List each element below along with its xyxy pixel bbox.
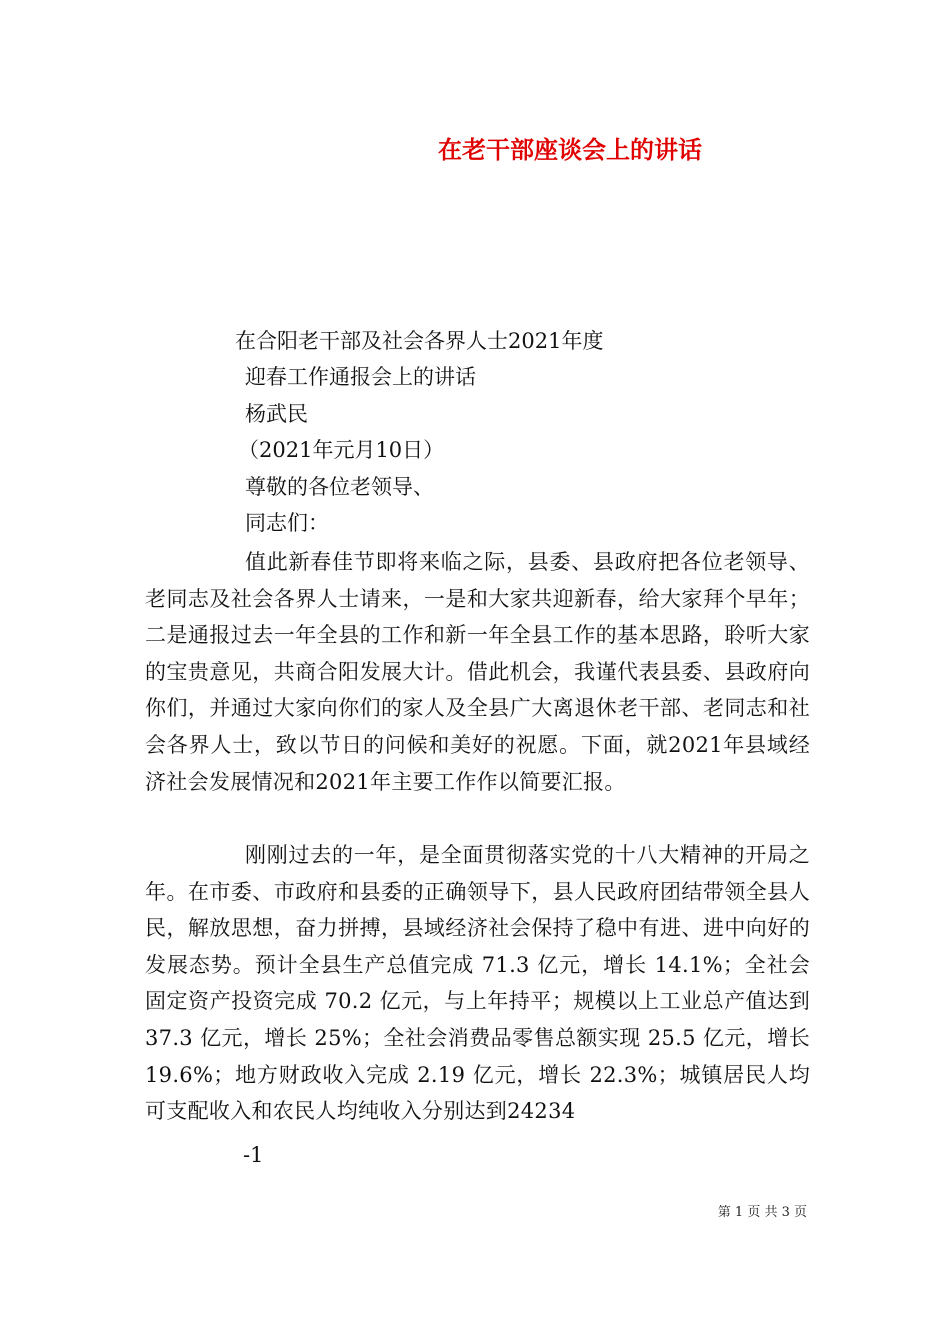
author-name: 杨武民 [245,402,308,426]
salutation-line-1: 尊敬的各位老领导、 [245,475,434,499]
salutation-line-2: 同志们： [245,511,329,535]
body-paragraph-2: 刚刚过去的一年，是全面贯彻落实党的十八大精神的开局之年。在市委、市政府和县委的正确领导下，县人民政府团结带领全县人民，解放思想，奋力拼搏，县域经济社会保持了稳中有进、进中向好的发展态势。预计全县生产总值完成 71.3 亿元，增长 14.1%；全社会固定资产投资完成 70.2 亿元，与上年持平；规模以上工业总产值达到 37.3 亿元，增长 25%；全社会消费品零售总额实现 25.5 亿元，增长 19.6%；地方财政收入完成 2.19 亿元，增长 22.3%；城镇居民人均可支配收入和农民人均纯收入分别达到24234 [145,843,810,1124]
document-title: 在老干部座谈会上的讲话 [438,135,702,164]
heading-line-1: 在合阳老干部及社会各界人士2021年度 [235,329,604,353]
page-footer: 第 1 页 共 3 页 [717,1205,807,1220]
heading-line-2: 迎春工作通报会上的讲话 [245,365,476,389]
page-marker: -1 [243,1143,264,1167]
speech-date: （2021年元月10日） [238,438,445,462]
body-paragraph-1: 值此新春佳节即将来临之际，县委、县政府把各位老领导、老同志及社会各界人士请来，一是和大家共迎新春，给大家拜个早年；二是通报过去一年全县的工作和新一年全县工作的基本思路，聆听大家的宝贵意见，共商合阳发展大计。借此机会，我谨代表县委、县政府向你们，并通过大家向你们的家人及全县广大离退休老干部、老同志和社会各界人士，致以节日的问候和美好的祝愿。下面，就2021年县域经济社会发展情况和2021年主要工作作以简要汇报。 [145,550,810,794]
